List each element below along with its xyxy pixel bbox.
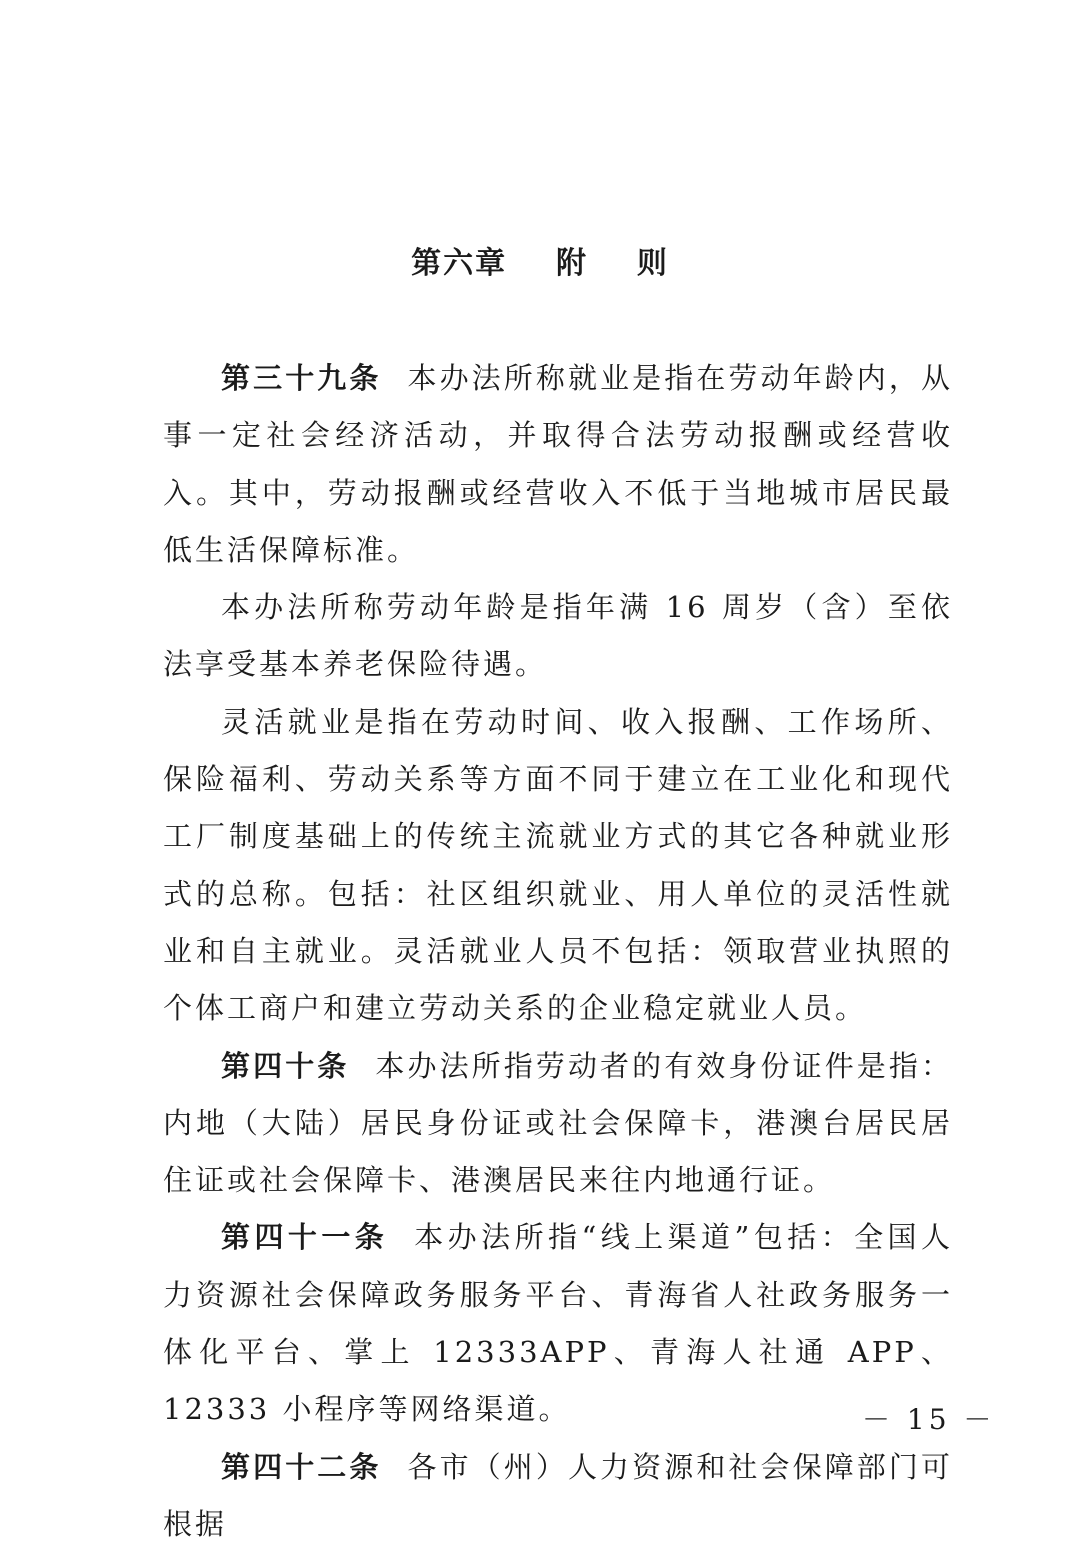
article-42-text-1: 各市（州）人力资源和社会保障部门可根据 [163, 1449, 953, 1541]
article-39-text-1: 本办法所称就业是指在劳动年龄内，从事一定社会经济活动，并取得合法劳动报酬或经营收入。其中，劳动报酬或经营收入不低于当地城市居民最低生活保障标准。 [163, 361, 953, 567]
article-40-paragraph-1 [163, 1038, 953, 1210]
article-40-text-1: 本办法所指劳动者的有效身份证件是指：内地（大陆）居民身份证或社会保障卡，港澳台居民居住证或社会保障卡、港澳居民来往内地通行证。 [163, 1048, 953, 1198]
article-41-paragraph-1 [163, 1209, 953, 1438]
article-39-text-3: 灵活就业是指在劳动时间、收入报酬、工作场所、保险福利、劳动关系等方面不同于建立在工业化和现代工厂制度基础上的传统主流就业方式的其它各种就业形式的总称。包括：社区组织就业、用人单位的灵活性就业和自主就业。灵活就业人员不包括：领取营业执照的个体工商户和建立劳动关系的企业稳定就业人员。 [163, 704, 953, 1026]
chapter-title: 第六章 附 则 [411, 246, 669, 281]
article-39-text-2: 本办法所称劳动年龄是指年满 16 周岁（含）至依法享受基本养老保险待遇。 [163, 590, 953, 682]
article-39-paragraph-2 [163, 579, 953, 694]
page-number: － 15 － [862, 1403, 996, 1436]
article-42-paragraph-1 [163, 1439, 953, 1553]
article-39-paragraph-3 [163, 694, 953, 1038]
article-41-number: 第四十一条 [221, 1220, 389, 1255]
article-40-number: 第四十条 [221, 1048, 350, 1083]
article-42-number: 第四十二条 [221, 1449, 382, 1484]
article-39-paragraph-1 [163, 350, 953, 579]
document-body [163, 350, 953, 1553]
article-41-text-1: 本办法所指“线上渠道”包括：全国人力资源社会保障政务服务平台、青海省人社政务服务一体化平台、掌上 12333APP、青海人社通 APP、12333 小程序等网络渠道。 [163, 1220, 953, 1427]
article-39-number: 第三十九条 [221, 361, 382, 395]
